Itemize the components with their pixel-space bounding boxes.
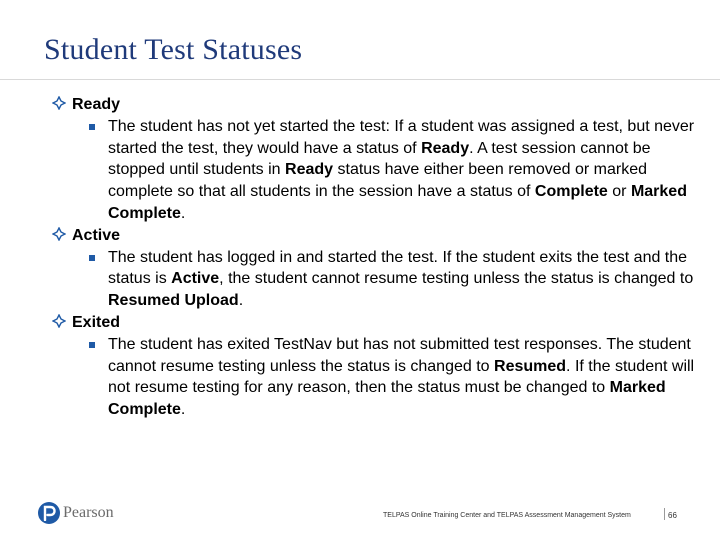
status-description xyxy=(52,116,702,225)
status-item-ready xyxy=(52,94,702,225)
footer-caption: TELPAS Online Training Center and TELPAS Assessment Management System xyxy=(383,512,631,519)
square-bullet-icon xyxy=(89,255,95,261)
emphasized-status-term: Resumed xyxy=(494,357,567,375)
status-description xyxy=(52,334,702,421)
status-item-exited xyxy=(52,312,702,421)
status-description-text xyxy=(108,334,702,421)
status-list xyxy=(52,94,702,421)
footer-divider xyxy=(664,508,665,520)
emphasized-status-term: Ready xyxy=(285,161,334,179)
emphasized-status-term: Marked Complete xyxy=(108,379,666,419)
emphasized-status-term: Ready xyxy=(421,139,470,157)
diamond-bullet-icon xyxy=(52,96,66,110)
square-bullet-icon xyxy=(89,342,95,348)
emphasized-status-term: Marked Complete xyxy=(108,183,687,222)
description-text-run: , the student cannot resume testing unless the status is changed to xyxy=(219,270,694,288)
emphasized-status-term: Complete xyxy=(534,183,608,201)
pearson-logo-icon xyxy=(38,502,60,524)
description-text-run: . xyxy=(238,292,244,310)
status-heading xyxy=(52,94,702,116)
status-name: Active xyxy=(72,226,121,244)
diamond-bullet-icon xyxy=(52,314,66,328)
description-text-run: status have either been removed or marked complete so that all students in the session have a status of xyxy=(108,161,647,201)
description-text-run: The student has logged in and started the test. If the student exits the test and the status is xyxy=(108,248,688,288)
description-text-run: The student has not yet started the test: If a student was assigned a test, but never started the test, they would have a status of xyxy=(108,117,695,157)
status-heading xyxy=(52,225,702,247)
status-description-text xyxy=(108,116,702,225)
description-text-run: . If the student will not resume testing for any reason, then the status must be changed to xyxy=(108,357,695,397)
emphasized-status-term: Resumed Upload xyxy=(108,292,239,310)
square-bullet-icon xyxy=(89,124,95,130)
description-text-run: . A test session cannot be stopped until students in xyxy=(108,139,651,179)
description-text-run: . xyxy=(180,204,186,222)
status-name: Ready xyxy=(72,96,121,113)
description-text-run: or xyxy=(607,183,631,201)
status-description xyxy=(52,247,702,312)
status-name: Exited xyxy=(72,313,121,331)
page-number: 66 xyxy=(668,511,677,520)
status-heading xyxy=(52,312,702,334)
status-description-text xyxy=(108,247,702,312)
status-item-active xyxy=(52,225,702,312)
description-text-run: . xyxy=(180,401,186,419)
title-divider xyxy=(0,79,720,80)
diamond-bullet-icon xyxy=(52,227,66,241)
logo-wordmark: Pearson xyxy=(63,504,114,521)
pearson-logo xyxy=(38,502,114,524)
slide-title: Student Test Statuses xyxy=(44,33,303,66)
emphasized-status-term: Active xyxy=(171,270,220,288)
description-text-run: The student has exited TestNav but has not submitted test responses. The student cannot resume testing unless the status is changed to xyxy=(108,335,691,375)
